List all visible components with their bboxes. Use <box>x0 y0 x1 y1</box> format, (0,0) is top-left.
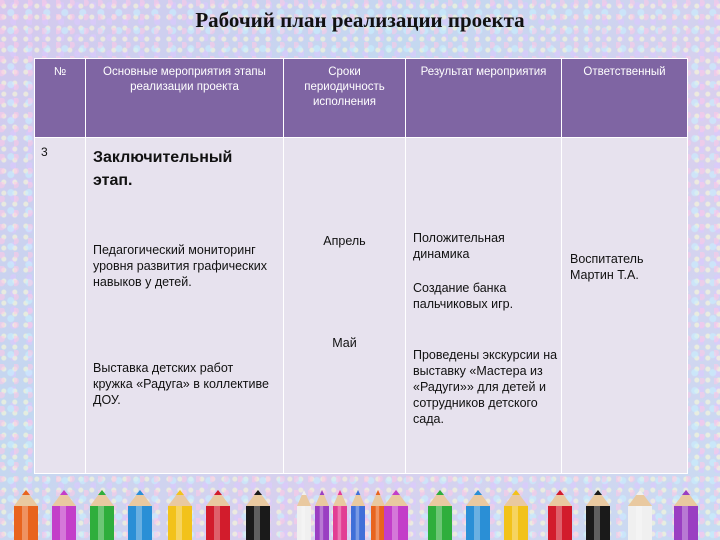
result-excursions: Проведены экскурсии на выставку «Мастера из «Радуги»» для детей и сотрудников детского сада. <box>413 348 558 426</box>
pencil-icon <box>351 490 365 540</box>
pencil-icon <box>90 490 114 540</box>
pencil-icon <box>128 490 152 540</box>
results-cell <box>406 138 562 474</box>
term-may: Май <box>332 336 357 350</box>
terms-cell <box>284 138 406 474</box>
table-header-row <box>35 59 688 138</box>
pencil-icon <box>428 490 452 540</box>
pencil-icon <box>384 490 408 540</box>
pencil-icon <box>371 490 385 540</box>
pencil-icon <box>466 490 490 540</box>
pencil-icon <box>315 490 329 540</box>
project-plan-table <box>34 58 688 474</box>
activities-cell <box>86 138 284 474</box>
slide-title: Рабочий план реализации проекта <box>195 8 525 32</box>
activity-exhibition: Выставка детских работ кружка «Радуга» в коллективе ДОУ. <box>93 361 269 407</box>
pencil-icon <box>206 490 230 540</box>
stage-title: Заключительный этап. <box>93 149 233 189</box>
header-responsible: Ответственный <box>562 59 688 138</box>
header-terms: Сроки периодичность исполнения <box>284 59 406 138</box>
table-row <box>35 138 688 474</box>
pencil-icon <box>14 490 38 540</box>
pencil-icon <box>548 490 572 540</box>
pencil-icon <box>52 490 76 540</box>
pencil-icon <box>297 490 311 540</box>
pencil-icon <box>333 490 347 540</box>
responsible-cell <box>562 138 688 474</box>
header-number: № <box>35 59 86 138</box>
result-dynamics: Положительная динамика <box>413 231 505 261</box>
header-result: Результат мероприятия <box>406 59 562 138</box>
pencil-icon <box>586 490 610 540</box>
pencil-icon <box>628 490 652 540</box>
row-number: 3 <box>35 138 86 474</box>
responsible-person: Воспитатель Мартин Т.А. <box>570 252 644 282</box>
pencil-icon <box>504 490 528 540</box>
pencil-icon <box>246 490 270 540</box>
result-finger-games: Создание банка пальчиковых игр. <box>413 281 514 311</box>
pencil-icon <box>674 490 698 540</box>
activity-monitoring: Педагогический мониторинг уровня развития графических навыков у детей. <box>93 243 268 289</box>
pencils-border <box>0 488 720 540</box>
pencil-icon <box>168 490 192 540</box>
header-activities: Основные мероприятия этапы реализации проекта <box>86 59 284 138</box>
term-april: Апрель <box>323 234 366 248</box>
